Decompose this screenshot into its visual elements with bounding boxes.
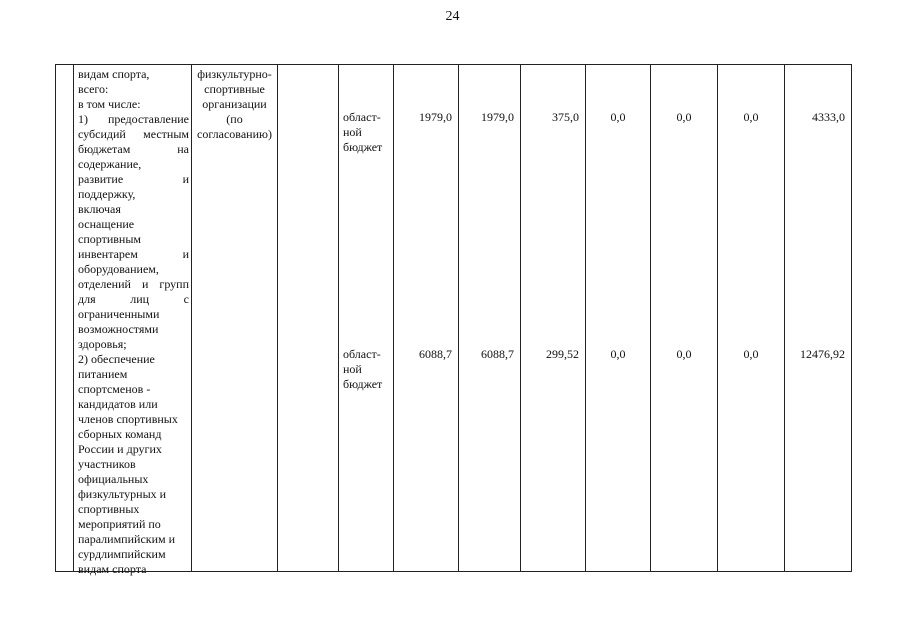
description-line: поддержку, [78, 187, 136, 201]
budget-table [55, 64, 852, 576]
value-row-1: 0,0 [743, 110, 759, 124]
value-cell-col-3 [521, 65, 586, 572]
value-row-2: 6088,7 [419, 347, 452, 361]
description-line: 1) предоставление [78, 112, 189, 126]
description-line: физкультурных и [78, 487, 167, 501]
source-line: бюджет [343, 377, 383, 391]
value-row-2: 12476,92 [800, 347, 845, 361]
description-cell [74, 65, 192, 576]
description-line: содержание, [78, 157, 142, 171]
value-cell-col-1 [394, 65, 459, 572]
value-cell-col-2 [459, 65, 521, 572]
description-line: развитие и [78, 172, 189, 186]
description-line: для лиц с [78, 292, 189, 306]
value-row-2: 6088,7 [481, 347, 514, 361]
description-line: спортсменов - [78, 382, 151, 396]
description-line: России и других [78, 442, 162, 456]
source-row-1 [343, 110, 391, 155]
source-line: бюджет [343, 140, 383, 154]
value-cell-col-7 [785, 65, 852, 572]
description-line: отделений и групп [78, 277, 189, 291]
description-line: в том числе: [78, 97, 141, 111]
description-item-1 [78, 112, 189, 352]
description-line: бюджетам на [78, 142, 189, 156]
value-cell-col-5 [651, 65, 718, 572]
description-line: ограниченными [78, 307, 160, 321]
value-row-1: 1979,0 [419, 110, 452, 124]
executor-cell [192, 65, 278, 572]
value-row-2: 0,0 [743, 347, 759, 361]
empty-cell [278, 65, 339, 572]
description-item-2 [78, 352, 189, 577]
source-cell [339, 65, 394, 572]
description-line: спортивным [78, 232, 141, 246]
description-line: возможностями [78, 322, 159, 336]
description-line: видам спорта [78, 562, 147, 576]
executor-line: (по [226, 112, 243, 126]
description-line: паралимпийским и [78, 532, 176, 546]
source-line: ной [343, 125, 362, 139]
source-line: област- [343, 110, 381, 124]
description-line: оснащение [78, 217, 135, 231]
value-row-1: 375,0 [552, 110, 579, 124]
source-line: област- [343, 347, 381, 361]
page-number: 24 [445, 9, 460, 24]
description-line: питанием [78, 367, 128, 381]
value-row-1: 0,0 [676, 110, 692, 124]
description-line: инвентарем и [78, 247, 189, 261]
description-line: членов спортивных [78, 412, 178, 426]
executor-line: спортивные [204, 82, 265, 96]
description-intro [78, 67, 189, 112]
value-row-2: 299,52 [546, 347, 579, 361]
source-row-2 [343, 347, 391, 392]
description-line: официальных [78, 472, 149, 486]
description-line: здоровья; [78, 337, 127, 351]
description-line: спортивных [78, 502, 140, 516]
description-line: 2) обеспечение [78, 352, 155, 366]
value-row-1: 1979,0 [481, 110, 514, 124]
executor-line: организации [202, 97, 267, 111]
value-row-2: 0,0 [676, 347, 692, 361]
description-line: включая [78, 202, 121, 216]
value-row-2: 0,0 [610, 347, 626, 361]
value-cell-col-6 [718, 65, 785, 572]
value-cell-col-4 [586, 65, 651, 572]
source-line: ной [343, 362, 362, 376]
executor-line: согласованию) [197, 127, 272, 141]
description-line: сборных команд [78, 427, 162, 441]
description-line: сурдлимпийским [78, 547, 166, 561]
description-line: участников [78, 457, 136, 471]
description-line: видам спорта, [78, 67, 150, 81]
value-row-1: 4333,0 [812, 110, 845, 124]
description-line: субсидий местным [78, 127, 189, 141]
executor-line: физкультурно- [197, 67, 272, 81]
description-line: мероприятий по [78, 517, 161, 531]
description-line: кандидатов или [78, 397, 158, 411]
value-row-1: 0,0 [610, 110, 626, 124]
row-number-cell [56, 65, 74, 572]
description-line: всего: [78, 82, 109, 96]
description-line: оборудованием, [78, 262, 159, 276]
